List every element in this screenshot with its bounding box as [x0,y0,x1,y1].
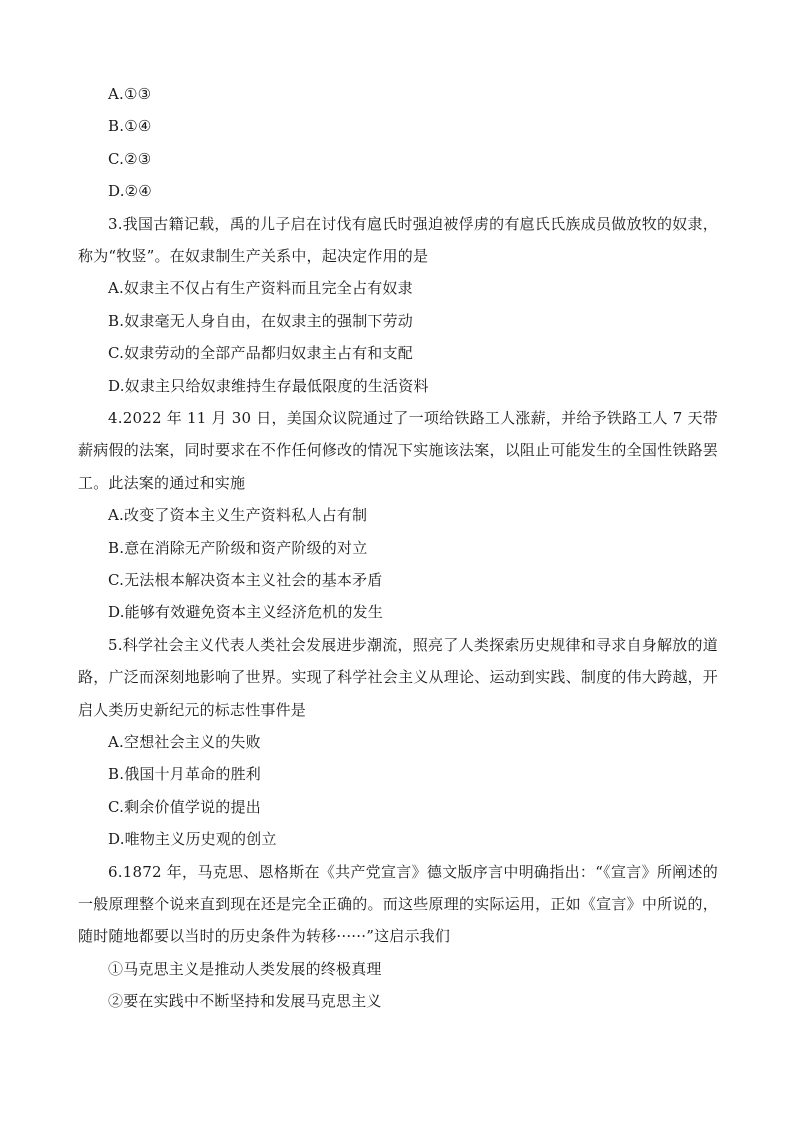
question-5-stem: 5.科学社会主义代表人类社会发展进步潮流，照亮了人类探索历史规律和寻求自身解放的道路，广泛而深刻地影响了世界。实现了科学社会主义从理论、运动到实践、制度的伟大跨越，开启人类历史新纪元的标志性事件是 [78,635,718,719]
question-4-option-d: D.能够有效避免资本主义经济危机的发生 [108,603,384,622]
question-5-option-b: B.俄国十月革命的胜利 [108,765,261,784]
option-a-prev: A.①③ [108,85,152,103]
question-3-stem: 3.我国古籍记载，禹的儿子启在讨伐有扈氏时强迫被俘虏的有扈氏氏族成员做放牧的奴隶，称为“牧竖”。在奴隶制生产关系中，起决定作用的是 [78,214,718,265]
question-4-option-b: B.意在消除无产阶级和资产阶级的对立 [108,538,368,557]
question-3-option-b: B.奴隶毫无人身自由，在奴隶主的强制下劳动 [108,311,413,330]
question-5-option-a: A.空想社会主义的失败 [108,732,261,751]
question-5-option-c: C.剩余价值学说的提出 [108,797,261,816]
question-6-statement-1: ①马克思主义是推动人类发展的终极真理 [108,959,382,978]
question-3-option-a: A.奴隶主不仅占有生产资料而且完全占有奴隶 [108,279,413,298]
question-5-option-d: D.唯物主义历史观的创立 [108,830,277,849]
option-d-prev: D.②④ [108,182,152,201]
question-4-option-c: C.无法根本解决资本主义社会的基本矛盾 [108,570,383,589]
question-4-option-a: A.改变了资本主义生产资料私人占有制 [108,506,368,525]
question-3-option-c: C.奴隶劳动的全部产品都归奴隶主占有和支配 [108,344,413,363]
option-b-prev: B.①④ [108,117,152,136]
document-body [78,78,718,1018]
question-6-statement-2: ②要在实践中不断坚持和发展马克思主义 [108,992,382,1011]
question-4-stem: 4.2022 年 11 月 30 日，美国众议院通过了一项给铁路工人涨薪，并给予铁路工人 7 天带薪病假的法案，同时要求在不作任何修改的情况下实施该法案，以阻止可能发生的全国性铁路罢工。此法案的通过和实施 [78,408,718,492]
option-c-prev: C.②③ [108,149,152,168]
question-6-stem: 6.1872 年，马克思、恩格斯在《共产党宣言》德文版序言中明确指出：“《宣言》所阐述的一般原理整个说来直到现在还是完全正确的。而这些原理的实际运用，正如《宣言》中所说的，随时随地都要以当时的历史条件为转移······”这启示我们 [78,862,718,946]
question-3-option-d: D.奴隶主只给奴隶维持生存最低限度的生活资料 [108,376,429,395]
